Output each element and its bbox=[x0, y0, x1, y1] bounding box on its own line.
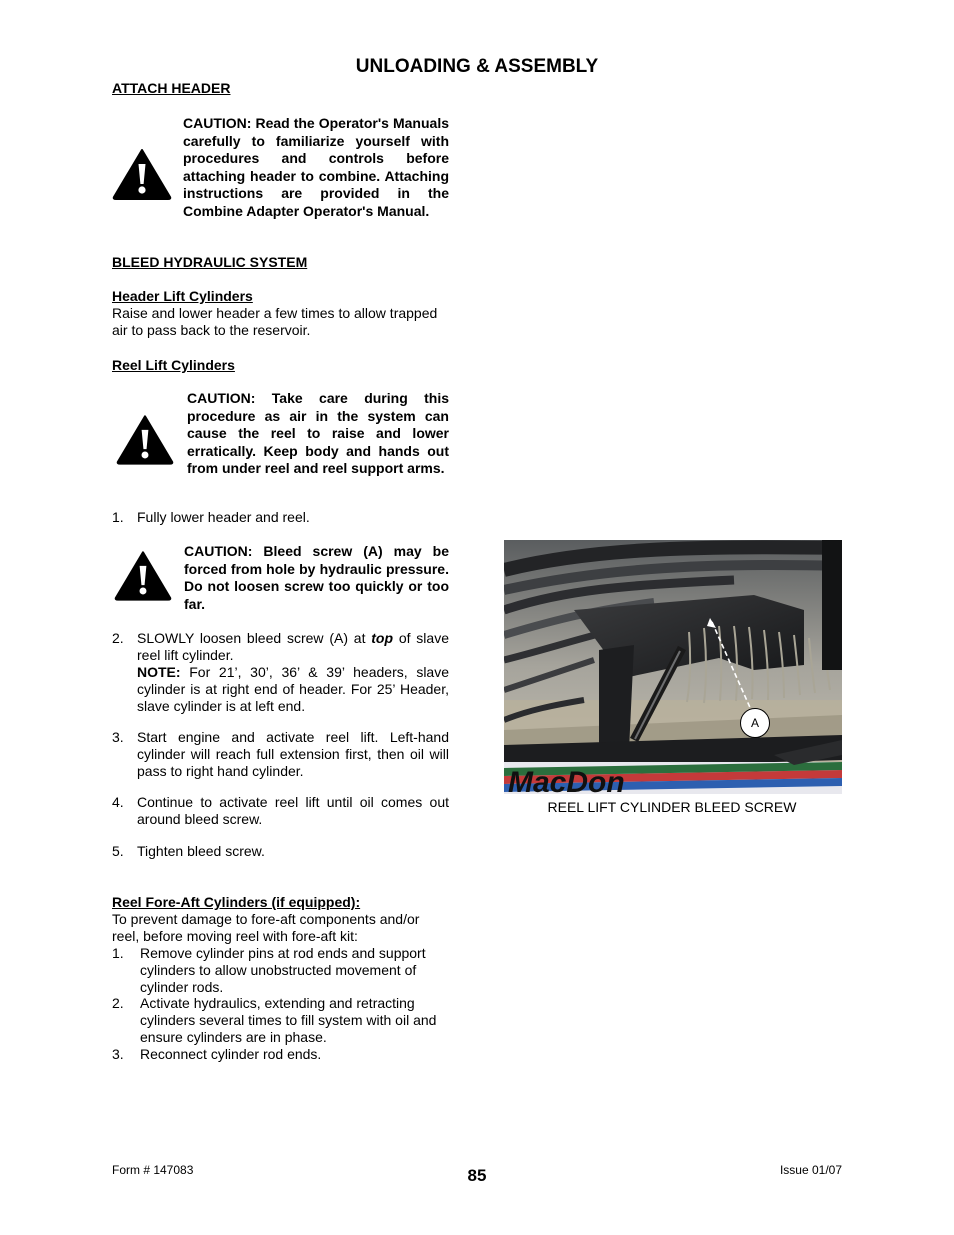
step-number: 2. bbox=[112, 995, 124, 1011]
step-text-emphasis: top bbox=[371, 630, 394, 646]
step-number: 2. bbox=[112, 630, 124, 646]
reel-lift-heading: Reel Lift Cylinders bbox=[112, 357, 235, 373]
step-text-part: of slave reel lift cylinder. bbox=[137, 630, 449, 663]
form-number: Form # 147083 bbox=[112, 1163, 194, 1177]
step-number: 5. bbox=[112, 843, 124, 859]
step-text: Fully lower header and reel. bbox=[137, 509, 310, 525]
reel-lift-caution-1: CAUTION: Take care during this procedure as air in the system can cause the reel to raise and lower erratically. Keep body and hands out from under reel and reel support arms. bbox=[187, 390, 449, 476]
step-text bbox=[137, 630, 449, 715]
step-number: 3. bbox=[112, 1046, 124, 1062]
fore-aft-step-3 bbox=[112, 1046, 445, 1064]
reel-lift-step-2 bbox=[112, 630, 449, 720]
photo-illustration bbox=[504, 540, 842, 794]
reel-lift-step-3 bbox=[112, 729, 449, 783]
warning-triangle-icon bbox=[116, 414, 174, 465]
note-text: For 21’, 30’, 36’ & 39’ headers, slave cylinder is at right end of header. For 25’ Header, slave cylinder is at left end. bbox=[137, 664, 449, 714]
reel-lift-caution-2: CAUTION: Bleed screw (A) may be forced from hole by hydraulic pressure. Do not loosen screw too quickly or too far. bbox=[184, 543, 449, 612]
warning-triangle-icon bbox=[112, 148, 172, 200]
reel-lift-step-5 bbox=[112, 843, 449, 861]
reel-lift-step-1 bbox=[112, 509, 449, 527]
step-text: Reconnect cylinder rod ends. bbox=[140, 1046, 322, 1062]
step-text: Start engine and activate reel lift. Left-hand cylinder will reach full extension first, then oil will pass to right hand cylinder. bbox=[137, 729, 449, 779]
fore-aft-heading: Reel Fore-Aft Cylinders (if equipped): bbox=[112, 894, 361, 910]
attach-header-caution: CAUTION: Read the Operator's Manuals carefully to familiarize yourself with procedures and controls before attaching header to combine. Attaching instructions are provided in the Combine Adapter Operator's Manual. bbox=[183, 115, 449, 219]
step-text: Remove cylinder pins at rod ends and support cylinders to allow unobstructed movement of cylinder rods. bbox=[140, 945, 426, 995]
reel-lift-step-4 bbox=[112, 794, 449, 830]
header-lift-heading: Header Lift Cylinders bbox=[112, 288, 253, 304]
fore-aft-intro: To prevent damage to fore-aft components and/or reel, before moving reel with fore-aft kit: bbox=[112, 911, 420, 945]
warning-triangle-icon bbox=[114, 550, 172, 601]
note-label: NOTE: bbox=[137, 664, 181, 680]
step-number: 4. bbox=[112, 794, 124, 810]
step-text-part: SLOWLY loosen bleed screw (A) at bbox=[137, 630, 372, 646]
reel-lift-cylinder-photo bbox=[504, 540, 842, 794]
callout-a: A bbox=[740, 708, 770, 738]
step-text: Continue to activate reel lift until oil comes out around bleed screw. bbox=[137, 794, 449, 827]
step-number: 3. bbox=[112, 729, 124, 745]
page-number: 85 bbox=[467, 1166, 487, 1185]
page-title: UNLOADING & ASSEMBLY bbox=[355, 56, 599, 77]
fore-aft-step-2 bbox=[112, 995, 445, 1047]
attach-header-heading: ATTACH HEADER bbox=[112, 80, 231, 96]
step-number: 1. bbox=[112, 945, 124, 961]
header-lift-text: Raise and lower header a few times to allow trapped air to pass back to the reservoir. bbox=[112, 305, 438, 339]
svg-text:MacDon: MacDon bbox=[508, 766, 625, 794]
bleed-heading: BLEED HYDRAULIC SYSTEM bbox=[112, 254, 308, 270]
fore-aft-step-1 bbox=[112, 945, 445, 997]
step-number: 1. bbox=[112, 509, 124, 525]
step-text: Activate hydraulics, extending and retracting cylinders several times to fill system with oil and ensure cylinders are in phase. bbox=[140, 995, 437, 1045]
issue-date: Issue 01/07 bbox=[779, 1163, 842, 1177]
step-text: Tighten bleed screw. bbox=[137, 843, 265, 859]
figure-caption: REEL LIFT CYLINDER BLEED SCREW bbox=[547, 799, 797, 815]
step-note bbox=[137, 664, 449, 715]
